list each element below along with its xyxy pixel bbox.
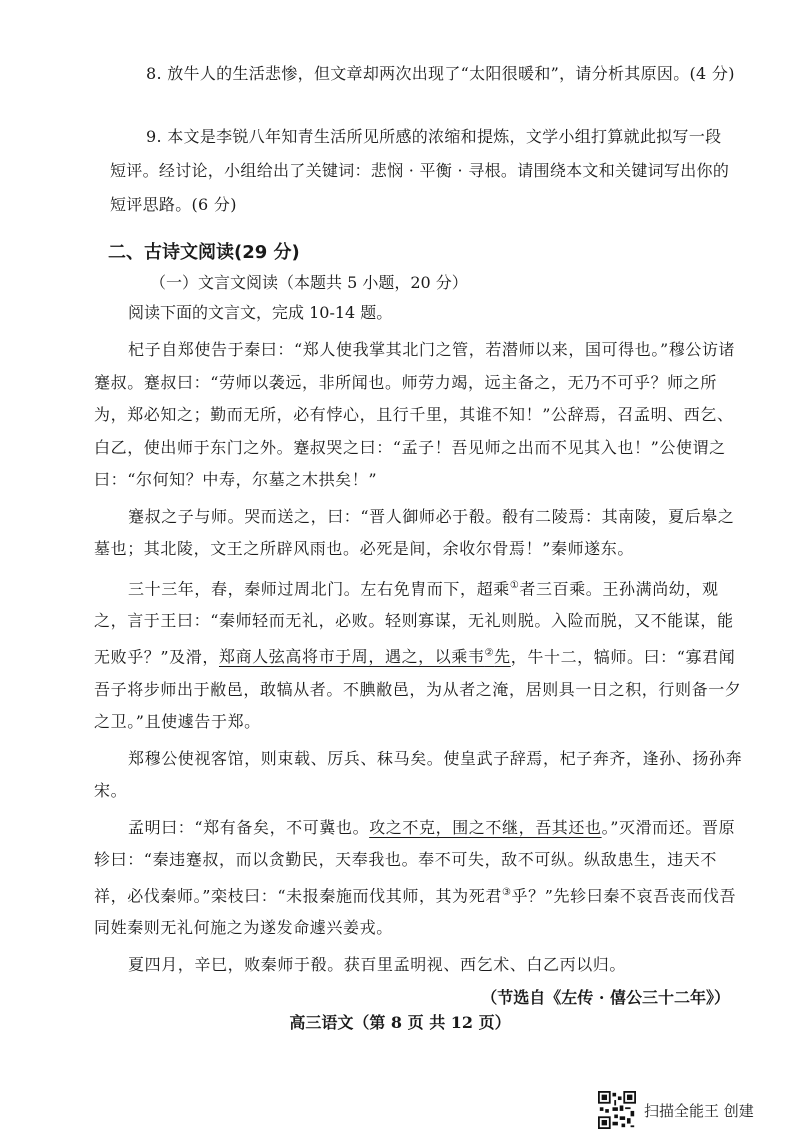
passage-paragraph-3 <box>94 570 744 739</box>
footnote-marker: ① <box>509 579 520 591</box>
page-footer: 高三语文（第 8 页 共 12 页） <box>289 1013 511 1032</box>
underlined-sentence: 攻之不克，围之不继，吾其还也 <box>369 817 602 837</box>
passage-text: 三十三年，春，秦师过周北门。左右免胄而下，超乘 <box>128 578 510 598</box>
passage-paragraph-4: 郑穆公使视客馆，则束载、厉兵、秣马矣。使皇武子辞焉，杞子奔齐，逢孙、扬孙奔宋。 <box>94 748 743 801</box>
underlined-sentence <box>219 647 511 666</box>
passage-text: 。”灭滑而还。晋原轸曰：“秦违蹇叔，而以贪勤民，天奉我也。奉不可失，敌不可纵。纵敌患生，违天不祥，必伐秦师。”栾枝曰：“未报秦施而伐其师，其为死君 <box>94 817 736 905</box>
footnote-marker: ② <box>484 647 495 659</box>
classical-passage <box>94 334 744 981</box>
scanner-watermark <box>598 1091 754 1129</box>
underlined-text: 先 <box>494 647 511 667</box>
passage-paragraph-2: 蹇叔之子与师。哭而送之，曰：“晋人御师必于殽。殽有二陵焉：其南陵，夏后皋之墓也；其北陵，文王之所辟风雨也。必死是间，余收尔骨焉！”秦师遂东。 <box>94 506 735 558</box>
scanner-label: 扫描全能王 创建 <box>644 1101 754 1120</box>
section-instruction: 阅读下面的文言文，完成 10-14 题。 <box>128 303 393 322</box>
question-9: 9. 本文是李锐八年知青生活所见所感的浓缩和提炼，文学小组打算就此拟写一段短评。经讨论，小组给出了关键词：悲悯 · 平衡 · 寻根。请围绕本文和关键词写出你的短评思路。(6 分) <box>110 127 730 214</box>
question-8: 8. 放牛人的生活悲惨，但文章却两次出现了“太阳很暖和”，请分析其原因。(4 分) <box>146 64 735 83</box>
passage-source: （节选自《左传 · 僖公三十二年》） <box>481 988 730 1007</box>
section-title: 二、古诗文阅读(29 分) <box>108 242 300 263</box>
passage-text: 孟明曰：“郑有备矣，不可冀也。 <box>128 817 370 837</box>
qr-code-icon <box>598 1091 636 1129</box>
passage-paragraph-5 <box>94 812 744 945</box>
passage-text: 乎？”先轸曰秦不哀吾丧而伐吾同姓秦则无礼何施之为遂发命遽兴姜戎。 <box>94 885 737 938</box>
underlined-text: 郑商人弦高将市于周，遇之，以乘韦 <box>218 647 485 667</box>
footnote-marker: ③ <box>501 886 512 898</box>
passage-text: 者三百乘。王孙满尚幼，观之，言于王曰：“秦师轻而无礼，必败。轻则寡谋，无礼则脱。入险而脱，又不能谋，能无败乎？”及滑， <box>94 578 734 667</box>
passage-text: ，牛十二，犒师。曰：“寡君闻吾子将步师出于敝邑，敢犒从者。不腆敝邑，为从者之淹，居则具一日之积，行则备一夕之卫。”且使遽告于郑。 <box>94 647 742 732</box>
passage-paragraph-6: 夏四月，辛巳，败秦师于殽。获百里孟明视、西乞术、白乙丙以归。 <box>128 954 627 974</box>
section-subtitle: （一）文言文阅读（本题共 5 小题，20 分） <box>150 273 468 292</box>
passage-paragraph-1: 杞子自郑使告于秦曰：“郑人使我掌其北门之管，若潜师以来，国可得也。”穆公访诸蹇叔。蹇叔曰：“劳师以袭远，非所闻也。师劳力竭，远主备之，无乃不可乎？师之所为，郑必知之；勤而无所，必有悖心，且行千里，其谁不知！”公辞焉，召孟明、西乞、白乙，使出师于东门之外。蹇叔哭之曰：“孟子！吾见师之出而不见其入也！”公使谓之曰：“尔何知？中寿，尔墓之木拱矣！” <box>94 340 736 489</box>
